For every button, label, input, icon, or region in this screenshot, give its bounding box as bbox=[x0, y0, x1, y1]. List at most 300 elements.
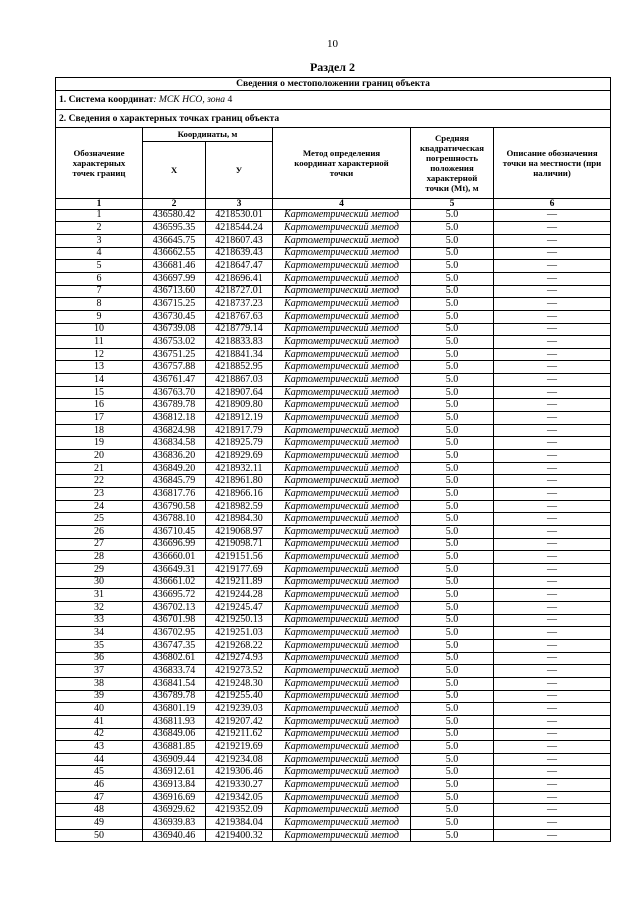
table-row bbox=[56, 412, 611, 425]
cell-point-number: 41 bbox=[56, 715, 143, 728]
cell-description: — bbox=[494, 601, 611, 614]
cell-coord-y: 4218779.14 bbox=[206, 323, 273, 336]
cell-coord-x: 436580.42 bbox=[143, 209, 206, 222]
cell-error: 5.0 bbox=[411, 222, 494, 235]
cell-coord-x: 436702.13 bbox=[143, 601, 206, 614]
cell-error: 5.0 bbox=[411, 310, 494, 323]
cell-point-number: 17 bbox=[56, 412, 143, 425]
cell-method: Картометрический метод bbox=[273, 323, 411, 336]
cell-coord-y: 4218530.01 bbox=[206, 209, 273, 222]
cell-error: 5.0 bbox=[411, 336, 494, 349]
table-row bbox=[56, 513, 611, 526]
cell-method: Картометрический метод bbox=[273, 513, 411, 526]
cell-point-number: 15 bbox=[56, 386, 143, 399]
cell-method: Картометрический метод bbox=[273, 728, 411, 741]
cell-method: Картометрический метод bbox=[273, 310, 411, 323]
table-row bbox=[56, 500, 611, 513]
cell-point-number: 19 bbox=[56, 437, 143, 450]
cell-coord-x: 436757.88 bbox=[143, 361, 206, 374]
cell-coord-x: 436595.35 bbox=[143, 222, 206, 235]
cell-point-number: 24 bbox=[56, 500, 143, 513]
table-row bbox=[56, 386, 611, 399]
cell-description: — bbox=[494, 690, 611, 703]
cell-coord-y: 4219251.03 bbox=[206, 627, 273, 640]
table-row bbox=[56, 323, 611, 336]
cell-coord-y: 4218917.79 bbox=[206, 424, 273, 437]
cell-coord-y: 4219177.69 bbox=[206, 563, 273, 576]
cell-coord-x: 436789.78 bbox=[143, 690, 206, 703]
cell-error: 5.0 bbox=[411, 361, 494, 374]
cell-description: — bbox=[494, 703, 611, 716]
cell-coord-x: 436702.95 bbox=[143, 627, 206, 640]
column-number: 4 bbox=[273, 199, 411, 210]
cell-coord-y: 4218932.11 bbox=[206, 462, 273, 475]
cell-coord-y: 4219255.40 bbox=[206, 690, 273, 703]
cell-point-number: 16 bbox=[56, 399, 143, 412]
cell-method: Картометрический метод bbox=[273, 652, 411, 665]
cell-error: 5.0 bbox=[411, 374, 494, 387]
cell-description: — bbox=[494, 538, 611, 551]
table-title: Сведения о местоположении границ объекта bbox=[56, 78, 611, 91]
section-title: Раздел 2 bbox=[309, 60, 356, 74]
cell-point-number: 14 bbox=[56, 374, 143, 387]
cell-coord-x: 436730.45 bbox=[143, 310, 206, 323]
cell-coord-x: 436834.58 bbox=[143, 437, 206, 450]
cell-coord-y: 4218833.83 bbox=[206, 336, 273, 349]
table-row bbox=[56, 665, 611, 678]
cell-description: — bbox=[494, 741, 611, 754]
cell-point-number: 43 bbox=[56, 741, 143, 754]
cell-description: — bbox=[494, 576, 611, 589]
table-row bbox=[56, 779, 611, 792]
cell-point-number: 1 bbox=[56, 209, 143, 222]
cell-error: 5.0 bbox=[411, 576, 494, 589]
cell-description: — bbox=[494, 589, 611, 602]
cell-method: Картометрический метод bbox=[273, 234, 411, 247]
table-row bbox=[56, 399, 611, 412]
cell-coord-x: 436849.20 bbox=[143, 462, 206, 475]
cell-coord-y: 4219234.08 bbox=[206, 753, 273, 766]
cell-coord-y: 4218966.16 bbox=[206, 488, 273, 501]
cell-method: Картометрический метод bbox=[273, 741, 411, 754]
cell-error: 5.0 bbox=[411, 677, 494, 690]
cell-description: — bbox=[494, 500, 611, 513]
table-row bbox=[56, 336, 611, 349]
cell-description: — bbox=[494, 348, 611, 361]
cell-description: — bbox=[494, 627, 611, 640]
table-row bbox=[56, 576, 611, 589]
table-row bbox=[56, 817, 611, 830]
cell-method: Картометрический метод bbox=[273, 804, 411, 817]
cell-coord-x: 436913.84 bbox=[143, 779, 206, 792]
cell-coord-x: 436788.10 bbox=[143, 513, 206, 526]
cell-coord-x: 436645.75 bbox=[143, 234, 206, 247]
cell-method: Картометрический метод bbox=[273, 424, 411, 437]
cell-coord-x: 436912.61 bbox=[143, 766, 206, 779]
cell-coord-y: 4219068.97 bbox=[206, 526, 273, 539]
cell-coord-y: 4219400.32 bbox=[206, 829, 273, 842]
cell-method: Картометрический метод bbox=[273, 488, 411, 501]
cell-coord-x: 436751.25 bbox=[143, 348, 206, 361]
cell-coord-y: 4218907.64 bbox=[206, 386, 273, 399]
header-row-1 bbox=[56, 128, 611, 142]
cell-method: Картометрический метод bbox=[273, 639, 411, 652]
cell-coord-y: 4218929.69 bbox=[206, 450, 273, 463]
cell-coord-x: 436660.01 bbox=[143, 551, 206, 564]
table-row bbox=[56, 677, 611, 690]
cell-description: — bbox=[494, 804, 611, 817]
cell-error: 5.0 bbox=[411, 298, 494, 311]
cell-point-number: 20 bbox=[56, 450, 143, 463]
cell-description: — bbox=[494, 310, 611, 323]
cell-error: 5.0 bbox=[411, 690, 494, 703]
cell-description: — bbox=[494, 437, 611, 450]
cell-description: — bbox=[494, 323, 611, 336]
cell-coord-x: 436909.44 bbox=[143, 753, 206, 766]
table-row bbox=[56, 639, 611, 652]
cell-method: Картометрический метод bbox=[273, 538, 411, 551]
cell-point-number: 13 bbox=[56, 361, 143, 374]
cell-coord-x: 436789.78 bbox=[143, 399, 206, 412]
cell-point-number: 9 bbox=[56, 310, 143, 323]
cell-description: — bbox=[494, 399, 611, 412]
cell-coord-x: 436701.98 bbox=[143, 614, 206, 627]
header-method: Метод определения координат характерной точки bbox=[273, 128, 411, 199]
cell-point-number: 44 bbox=[56, 753, 143, 766]
cell-coord-x: 436836.20 bbox=[143, 450, 206, 463]
cell-coord-x: 436661.02 bbox=[143, 576, 206, 589]
cell-coord-y: 4218727.01 bbox=[206, 285, 273, 298]
cell-error: 5.0 bbox=[411, 589, 494, 602]
cell-method: Картометрический метод bbox=[273, 665, 411, 678]
cell-coord-x: 436681.46 bbox=[143, 260, 206, 273]
cell-coord-y: 4218544.24 bbox=[206, 222, 273, 235]
cell-point-number: 22 bbox=[56, 475, 143, 488]
table-row bbox=[56, 260, 611, 273]
cell-point-number: 46 bbox=[56, 779, 143, 792]
cell-method: Картометрический метод bbox=[273, 450, 411, 463]
cell-description: — bbox=[494, 412, 611, 425]
cell-error: 5.0 bbox=[411, 412, 494, 425]
cell-error: 5.0 bbox=[411, 513, 494, 526]
cell-point-number: 11 bbox=[56, 336, 143, 349]
cell-description: — bbox=[494, 791, 611, 804]
cell-description: — bbox=[494, 766, 611, 779]
cell-coord-y: 4218912.19 bbox=[206, 412, 273, 425]
cell-method: Картометрический метод bbox=[273, 298, 411, 311]
cell-error: 5.0 bbox=[411, 526, 494, 539]
cell-description: — bbox=[494, 361, 611, 374]
cell-coord-x: 436649.31 bbox=[143, 563, 206, 576]
page-number: 10 bbox=[327, 38, 338, 50]
points-heading-row bbox=[56, 110, 611, 128]
cell-method: Картометрический метод bbox=[273, 222, 411, 235]
cell-error: 5.0 bbox=[411, 652, 494, 665]
cell-coord-y: 4218696.41 bbox=[206, 272, 273, 285]
cell-method: Картометрический метод bbox=[273, 627, 411, 640]
cell-method: Картометрический метод bbox=[273, 272, 411, 285]
cell-error: 5.0 bbox=[411, 462, 494, 475]
cell-method: Картометрический метод bbox=[273, 791, 411, 804]
cell-method: Картометрический метод bbox=[273, 500, 411, 513]
cell-description: — bbox=[494, 260, 611, 273]
cell-coord-x: 436763.70 bbox=[143, 386, 206, 399]
cell-method: Картометрический метод bbox=[273, 285, 411, 298]
table-row bbox=[56, 310, 611, 323]
cell-method: Картометрический метод bbox=[273, 690, 411, 703]
cell-error: 5.0 bbox=[411, 779, 494, 792]
cell-method: Картометрический метод bbox=[273, 526, 411, 539]
cell-coord-y: 4218925.79 bbox=[206, 437, 273, 450]
cell-description: — bbox=[494, 513, 611, 526]
cell-coord-x: 436940.46 bbox=[143, 829, 206, 842]
cell-coord-x: 436747.35 bbox=[143, 639, 206, 652]
cell-error: 5.0 bbox=[411, 323, 494, 336]
points-table-body bbox=[56, 209, 611, 842]
header-description: Описание обозначения точки на местности (при наличии) bbox=[494, 128, 611, 199]
cell-point-number: 40 bbox=[56, 703, 143, 716]
cell-error: 5.0 bbox=[411, 804, 494, 817]
cell-coord-x: 436710.45 bbox=[143, 526, 206, 539]
cell-coord-x: 436802.61 bbox=[143, 652, 206, 665]
table-row bbox=[56, 526, 611, 539]
cell-coord-y: 4219211.89 bbox=[206, 576, 273, 589]
cell-coord-x: 436817.76 bbox=[143, 488, 206, 501]
cell-coord-y: 4219245.47 bbox=[206, 601, 273, 614]
cell-description: — bbox=[494, 450, 611, 463]
cell-point-number: 37 bbox=[56, 665, 143, 678]
coord-system-label: 1. Система координат bbox=[59, 94, 154, 106]
cell-coord-x: 436824.98 bbox=[143, 424, 206, 437]
cell-coord-x: 436916.69 bbox=[143, 791, 206, 804]
cell-point-number: 7 bbox=[56, 285, 143, 298]
cell-method: Картометрический метод bbox=[273, 412, 411, 425]
table-title-row bbox=[56, 78, 611, 91]
cell-description: — bbox=[494, 677, 611, 690]
cell-coord-y: 4219151.56 bbox=[206, 551, 273, 564]
cell-point-number: 5 bbox=[56, 260, 143, 273]
cell-description: — bbox=[494, 652, 611, 665]
table-row bbox=[56, 753, 611, 766]
cell-coord-x: 436801.19 bbox=[143, 703, 206, 716]
cell-error: 5.0 bbox=[411, 399, 494, 412]
cell-method: Картометрический метод bbox=[273, 829, 411, 842]
coord-system-value: : МСК НСО, зона bbox=[153, 94, 226, 106]
cell-coord-x: 436761.47 bbox=[143, 374, 206, 387]
cell-error: 5.0 bbox=[411, 614, 494, 627]
cell-point-number: 45 bbox=[56, 766, 143, 779]
table-row bbox=[56, 728, 611, 741]
points-heading: 2. Сведения о характерных точках границ объекта bbox=[56, 110, 611, 128]
cell-method: Картометрический метод bbox=[273, 551, 411, 564]
cell-coord-x: 436812.18 bbox=[143, 412, 206, 425]
cell-description: — bbox=[494, 715, 611, 728]
header-error: Средняя квадратическая погрешность положения характерной точки (Mt), м bbox=[411, 128, 494, 199]
cell-point-number: 39 bbox=[56, 690, 143, 703]
table-row bbox=[56, 298, 611, 311]
cell-description: — bbox=[494, 386, 611, 399]
cell-method: Картометрический метод bbox=[273, 437, 411, 450]
table-row bbox=[56, 551, 611, 564]
cell-point-number: 33 bbox=[56, 614, 143, 627]
cell-method: Картометрический метод bbox=[273, 260, 411, 273]
cell-point-number: 48 bbox=[56, 804, 143, 817]
cell-description: — bbox=[494, 728, 611, 741]
cell-method: Картометрический метод bbox=[273, 703, 411, 716]
cell-description: — bbox=[494, 424, 611, 437]
table-row bbox=[56, 475, 611, 488]
column-number: 2 bbox=[143, 199, 206, 210]
cell-method: Картометрический метод bbox=[273, 209, 411, 222]
cell-error: 5.0 bbox=[411, 728, 494, 741]
cell-description: — bbox=[494, 551, 611, 564]
cell-error: 5.0 bbox=[411, 500, 494, 513]
cell-method: Картометрический метод bbox=[273, 576, 411, 589]
table-row bbox=[56, 247, 611, 260]
cell-description: — bbox=[494, 209, 611, 222]
cell-error: 5.0 bbox=[411, 715, 494, 728]
cell-description: — bbox=[494, 526, 611, 539]
column-number: 1 bbox=[56, 199, 143, 210]
cell-method: Картометрический метод bbox=[273, 374, 411, 387]
cell-coord-y: 4218961.80 bbox=[206, 475, 273, 488]
cell-coord-y: 4218767.63 bbox=[206, 310, 273, 323]
cell-coord-x: 436696.99 bbox=[143, 538, 206, 551]
cell-error: 5.0 bbox=[411, 627, 494, 640]
coord-system-cell bbox=[56, 91, 611, 110]
cell-coord-y: 4219250.13 bbox=[206, 614, 273, 627]
cell-point-number: 4 bbox=[56, 247, 143, 260]
cell-error: 5.0 bbox=[411, 348, 494, 361]
cell-error: 5.0 bbox=[411, 551, 494, 564]
cell-error: 5.0 bbox=[411, 639, 494, 652]
cell-error: 5.0 bbox=[411, 665, 494, 678]
cell-point-number: 23 bbox=[56, 488, 143, 501]
cell-method: Картометрический метод bbox=[273, 589, 411, 602]
cell-coord-y: 4219306.46 bbox=[206, 766, 273, 779]
cell-coord-y: 4219207.42 bbox=[206, 715, 273, 728]
cell-error: 5.0 bbox=[411, 272, 494, 285]
cell-point-number: 32 bbox=[56, 601, 143, 614]
cell-description: — bbox=[494, 298, 611, 311]
cell-error: 5.0 bbox=[411, 488, 494, 501]
coord-system-row bbox=[56, 91, 611, 110]
cell-method: Картометрический метод bbox=[273, 614, 411, 627]
table-row bbox=[56, 348, 611, 361]
cell-method: Картометрический метод bbox=[273, 766, 411, 779]
cell-error: 5.0 bbox=[411, 791, 494, 804]
cell-method: Картометрический метод bbox=[273, 386, 411, 399]
cell-error: 5.0 bbox=[411, 829, 494, 842]
cell-error: 5.0 bbox=[411, 247, 494, 260]
cell-method: Картометрический метод bbox=[273, 715, 411, 728]
cell-description: — bbox=[494, 272, 611, 285]
table-row bbox=[56, 450, 611, 463]
column-numbers-row bbox=[56, 199, 611, 210]
cell-coord-y: 4218984.30 bbox=[206, 513, 273, 526]
cell-coord-x: 436790.58 bbox=[143, 500, 206, 513]
cell-coord-y: 4218867.03 bbox=[206, 374, 273, 387]
cell-point-number: 38 bbox=[56, 677, 143, 690]
cell-point-number: 3 bbox=[56, 234, 143, 247]
cell-coord-x: 436929.62 bbox=[143, 804, 206, 817]
cell-coord-x: 436811.93 bbox=[143, 715, 206, 728]
table-row bbox=[56, 589, 611, 602]
cell-coord-y: 4219268.22 bbox=[206, 639, 273, 652]
cell-point-number: 12 bbox=[56, 348, 143, 361]
cell-method: Картометрический метод bbox=[273, 779, 411, 792]
cell-coord-x: 436662.55 bbox=[143, 247, 206, 260]
cell-coord-y: 4218607.43 bbox=[206, 234, 273, 247]
cell-coord-y: 4219352.09 bbox=[206, 804, 273, 817]
cell-error: 5.0 bbox=[411, 538, 494, 551]
table-row bbox=[56, 538, 611, 551]
column-number: 6 bbox=[494, 199, 611, 210]
cell-coord-y: 4218982.59 bbox=[206, 500, 273, 513]
cell-method: Картометрический метод bbox=[273, 399, 411, 412]
cell-error: 5.0 bbox=[411, 437, 494, 450]
cell-coord-y: 4218841.34 bbox=[206, 348, 273, 361]
cell-description: — bbox=[494, 475, 611, 488]
cell-method: Картометрический метод bbox=[273, 753, 411, 766]
cell-description: — bbox=[494, 829, 611, 842]
cell-point-number: 35 bbox=[56, 639, 143, 652]
cell-error: 5.0 bbox=[411, 753, 494, 766]
cell-method: Картометрический метод bbox=[273, 677, 411, 690]
table-row bbox=[56, 829, 611, 842]
cell-coord-y: 4218852.95 bbox=[206, 361, 273, 374]
cell-coord-y: 4218639.43 bbox=[206, 247, 273, 260]
cell-error: 5.0 bbox=[411, 234, 494, 247]
cell-description: — bbox=[494, 336, 611, 349]
table-row bbox=[56, 791, 611, 804]
cell-error: 5.0 bbox=[411, 766, 494, 779]
cell-coord-y: 4219330.27 bbox=[206, 779, 273, 792]
cell-coord-x: 436833.74 bbox=[143, 665, 206, 678]
cell-coord-y: 4218909.80 bbox=[206, 399, 273, 412]
table-row bbox=[56, 437, 611, 450]
cell-coord-y: 4219248.30 bbox=[206, 677, 273, 690]
cell-coord-y: 4218647.47 bbox=[206, 260, 273, 273]
cell-coord-y: 4219219.69 bbox=[206, 741, 273, 754]
cell-point-number: 6 bbox=[56, 272, 143, 285]
cell-description: — bbox=[494, 563, 611, 576]
coord-system-zone: 4 bbox=[227, 94, 233, 106]
cell-method: Картометрический метод bbox=[273, 475, 411, 488]
cell-method: Картометрический метод bbox=[273, 336, 411, 349]
cell-error: 5.0 bbox=[411, 741, 494, 754]
table-row bbox=[56, 703, 611, 716]
points-table bbox=[55, 77, 611, 842]
table-row bbox=[56, 488, 611, 501]
cell-error: 5.0 bbox=[411, 424, 494, 437]
cell-coord-y: 4219274.93 bbox=[206, 652, 273, 665]
cell-description: — bbox=[494, 285, 611, 298]
cell-coord-y: 4219384.04 bbox=[206, 817, 273, 830]
cell-description: — bbox=[494, 247, 611, 260]
cell-point-number: 21 bbox=[56, 462, 143, 475]
table-row bbox=[56, 627, 611, 640]
cell-method: Картометрический метод bbox=[273, 462, 411, 475]
table-header bbox=[56, 78, 611, 210]
cell-description: — bbox=[494, 753, 611, 766]
cell-description: — bbox=[494, 665, 611, 678]
cell-coord-x: 436739.08 bbox=[143, 323, 206, 336]
cell-point-number: 47 bbox=[56, 791, 143, 804]
cell-description: — bbox=[494, 817, 611, 830]
cell-point-number: 36 bbox=[56, 652, 143, 665]
table-row bbox=[56, 563, 611, 576]
